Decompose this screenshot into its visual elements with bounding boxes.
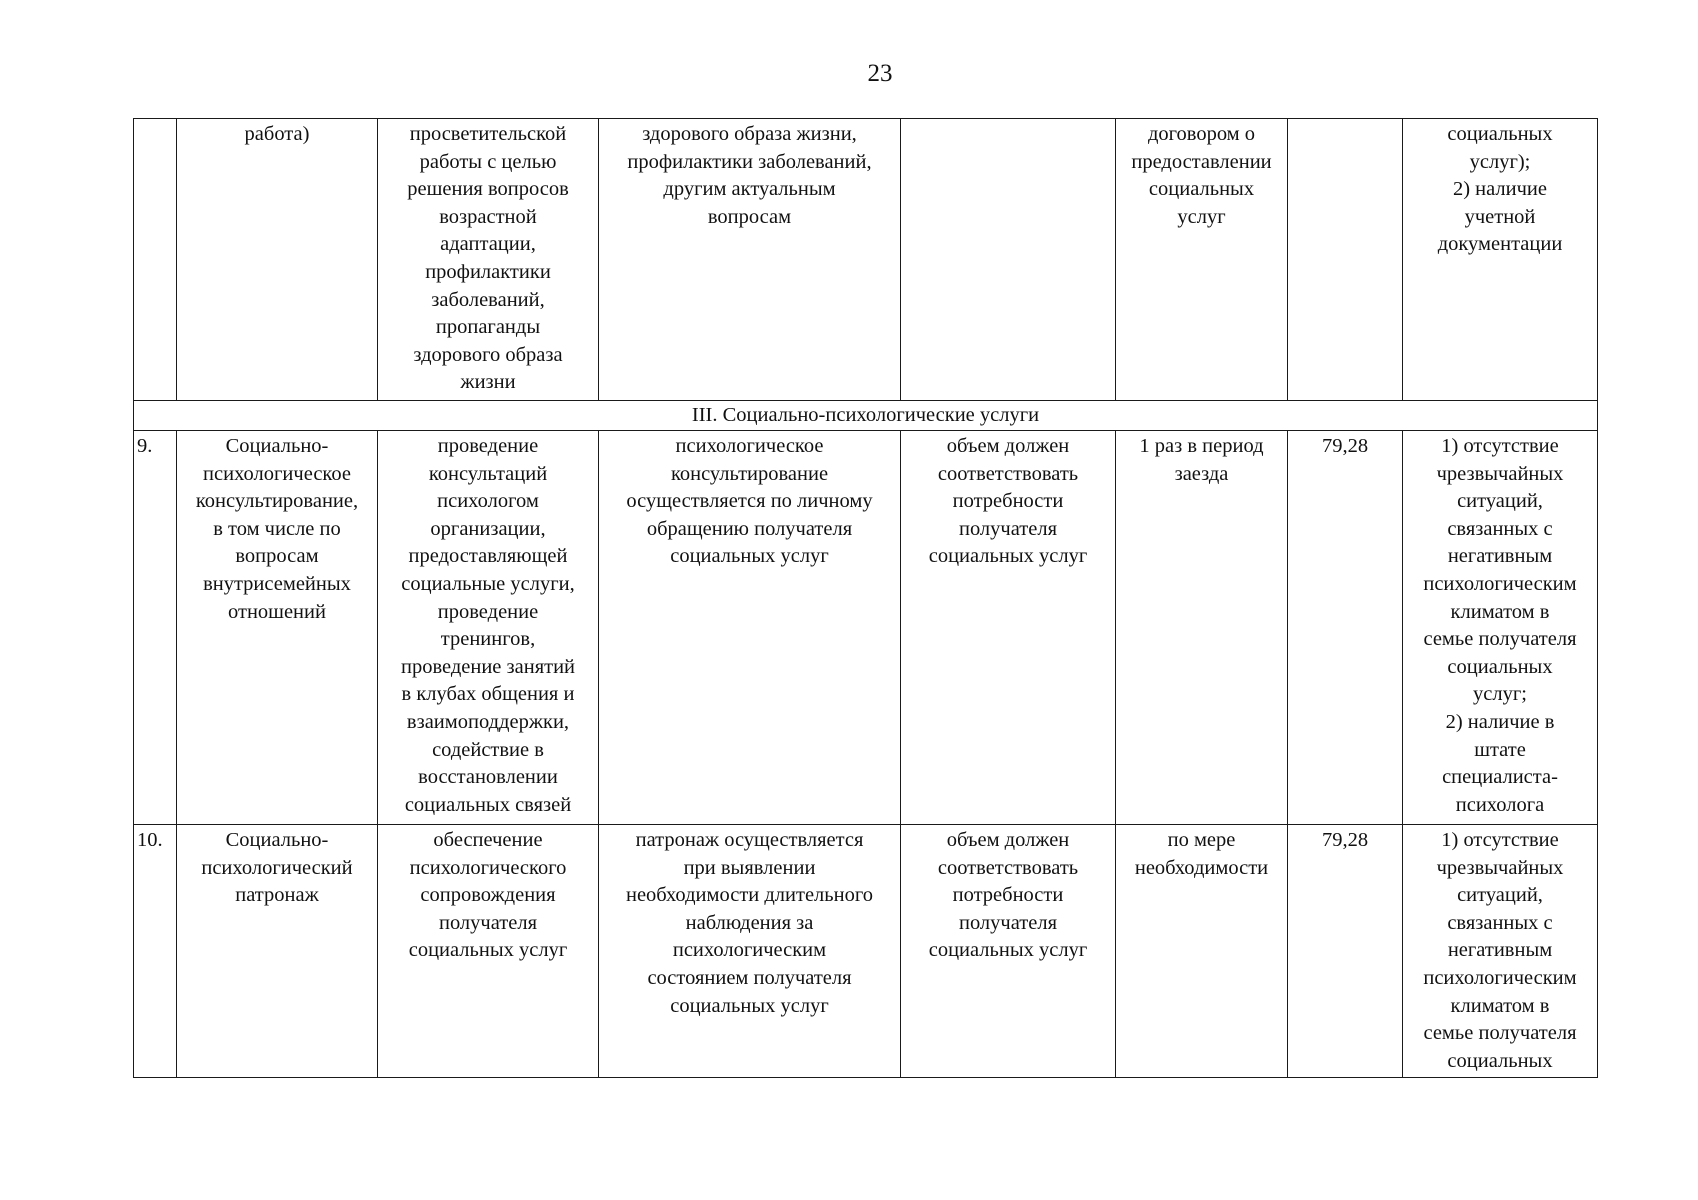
section-row xyxy=(134,401,1598,431)
cell-service-frequency: договором о предоставлении социальных услуг xyxy=(1116,119,1288,401)
cell-service-tariff: 79,28 xyxy=(1288,825,1403,1078)
table-row xyxy=(134,825,1598,1078)
cell-service-volume: объем должен соответствовать потребности получателя социальных услуг xyxy=(901,431,1116,825)
page-number: 23 xyxy=(867,60,893,87)
cell-service-content: проведение консультаций психологом организации, предоставляющей социальные услуги, проведение тренингов, проведение занятий в клубах общения и взаимоподдержки, содействие в восстановлении социальных связей xyxy=(378,431,599,825)
cell-service-frequency: 1 раз в период заезда xyxy=(1116,431,1288,825)
cell-service-frequency: по мере необходимости xyxy=(1116,825,1288,1078)
cell-number: 10. xyxy=(134,825,177,1078)
cell-service-name: Социально- психологический патронаж xyxy=(177,825,378,1078)
cell-service-content: просветительской работы с целью решения вопросов возрастной адаптации, профилактики заболеваний, пропаганды здорового образа жизни xyxy=(378,119,599,401)
cell-service-description: патронаж осуществляется при выявлении необходимости длительного наблюдения за психологическим состоянием получателя социальных услуг xyxy=(599,825,901,1078)
cell-service-tariff: 79,28 xyxy=(1288,431,1403,825)
cell-service-name: работа) xyxy=(177,119,378,401)
table-row-continuation xyxy=(134,119,1598,401)
cell-service-volume xyxy=(901,119,1116,401)
cell-service-volume: объем должен соответствовать потребности получателя социальных услуг xyxy=(901,825,1116,1078)
cell-service-description: психологическое консультирование осуществляется по личному обращению получателя социальных услуг xyxy=(599,431,901,825)
cell-service-conditions: 1) отсутствие чрезвычайных ситуаций, связанных с негативным психологическим климатом в семье получателя социальных xyxy=(1403,825,1598,1078)
cell-service-content: обеспечение психологического сопровождения получателя социальных услуг xyxy=(378,825,599,1078)
table-row xyxy=(134,431,1598,825)
social-services-table xyxy=(133,118,1598,1078)
cell-service-name: Социально- психологическое консультирование, в том числе по вопросам внутрисемейных отношений xyxy=(177,431,378,825)
section-title: III. Социально-психологические услуги xyxy=(134,401,1598,431)
cell-number xyxy=(134,119,177,401)
cell-number: 9. xyxy=(134,431,177,825)
cell-service-conditions: социальных услуг); 2) наличие учетной документации xyxy=(1403,119,1598,401)
cell-service-conditions: 1) отсутствие чрезвычайных ситуаций, связанных с негативным психологическим климатом в семье получателя социальных услуг; 2) наличие в штате специалиста- психолога xyxy=(1403,431,1598,825)
cell-service-description: здорового образа жизни, профилактики заболеваний, другим актуальным вопросам xyxy=(599,119,901,401)
cell-service-tariff xyxy=(1288,119,1403,401)
